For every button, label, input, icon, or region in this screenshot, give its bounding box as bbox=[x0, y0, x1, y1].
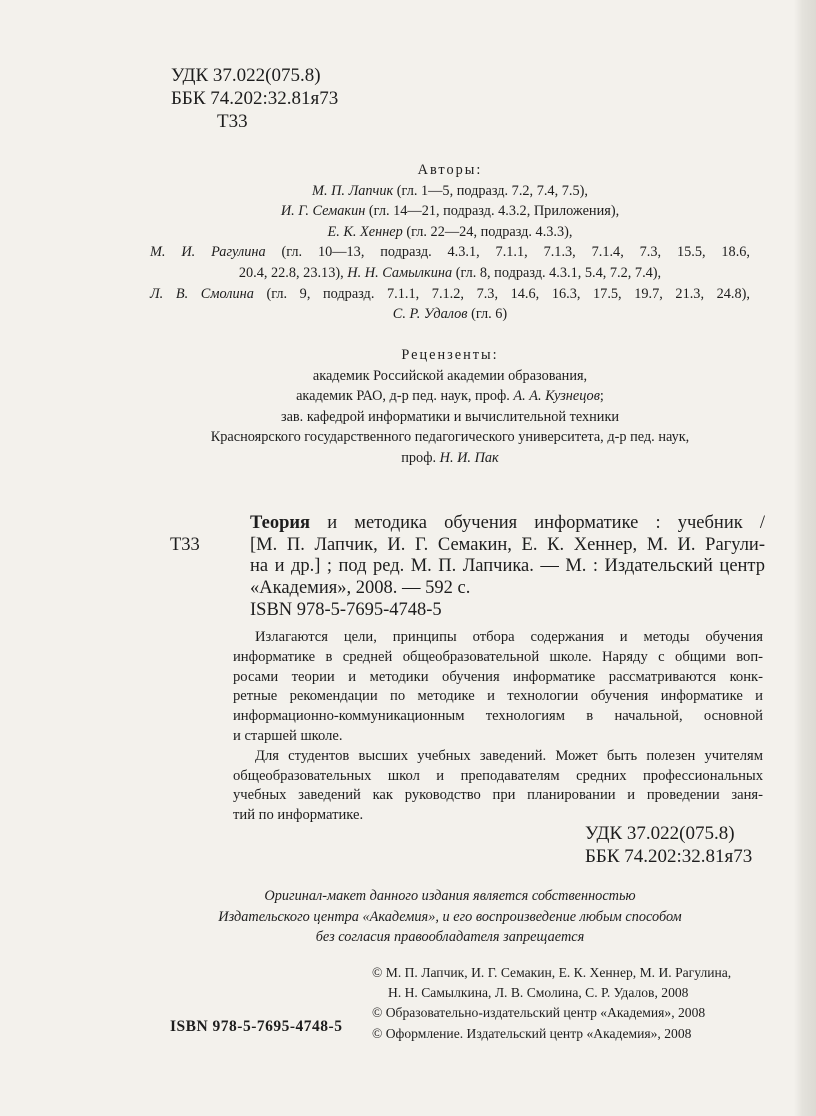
copyright-line: © Образовательно-издательский центр «Академия», 2008 bbox=[372, 1005, 706, 1021]
author-chapters: (гл. 1—5, подразд. 7.2, 7.4, 7.5), bbox=[393, 182, 588, 199]
bbk-code: ББК 74.202:32.81я73 bbox=[171, 88, 339, 109]
catalog-entry bbox=[250, 513, 765, 599]
bbk-code: ББК 74.202:32.81я73 bbox=[585, 846, 753, 867]
author-name: Л. В. Смолина bbox=[150, 285, 254, 302]
author-chapters: 20.4, 22.8, 23.13), bbox=[238, 264, 348, 281]
annotation-line: и старшей школе. bbox=[233, 727, 343, 744]
reviewer-name: Н. И. Пак bbox=[439, 449, 499, 466]
annotation-line: Излагаются цели, принципы отбора содержания и методы обучения bbox=[255, 629, 763, 645]
catalog-isbn: ISBN 978-5-7695-4748-5 bbox=[250, 600, 442, 620]
author-chapters: (гл. 8, подразд. 4.3.1, 5.4, 7.2, 7.4), bbox=[452, 264, 662, 281]
author-name: М. П. Лапчик bbox=[312, 182, 394, 199]
notice-line: без согласия правообладателя запрещается bbox=[315, 929, 585, 946]
annotation-line: информатике в средней общеобразовательной школе. Наряду с общими воп- bbox=[233, 648, 763, 665]
author-chapters: (гл. 9, подразд. 7.1.1, 7.1.2, 7.3, 14.6, 16.3, 17.5, 19.7, 21.3, 24.8), bbox=[253, 285, 750, 302]
copyright-line: © Оформление. Издательский центр «Академия», 2008 bbox=[372, 1025, 692, 1041]
reviewer-punct: ; bbox=[599, 388, 604, 405]
authors-block bbox=[150, 160, 750, 325]
annotation-line: тий по информатике. bbox=[233, 807, 364, 824]
bottom-classification bbox=[585, 822, 752, 868]
catalog-line: «Академия», 2008. — 592 с. bbox=[250, 577, 471, 598]
authors-heading: Авторы: bbox=[417, 162, 483, 178]
author-name: М. И. Рагулина bbox=[150, 244, 266, 261]
notice-line: Оригинал-макет данного издания является собственностью bbox=[264, 888, 636, 904]
reviewer-line bbox=[150, 386, 750, 407]
reviewer-line: академик Российской академии образования, bbox=[312, 367, 588, 384]
author-line bbox=[150, 201, 750, 222]
author-line bbox=[150, 304, 750, 325]
annotation-line: информационно-коммуникационным технологиям в начальной, основной bbox=[233, 708, 763, 725]
author-name: Е. К. Хеннер bbox=[327, 223, 403, 240]
annotation-line: общеобразовательных школ и преподавателям средних профессиональных bbox=[233, 767, 763, 784]
original-layout-notice bbox=[150, 886, 750, 948]
annotation-line: ретные рекомендации по методике и технологии обучения информатике и bbox=[233, 688, 763, 705]
author-line bbox=[150, 284, 750, 305]
isbn-bottom: ISBN 978-5-7695-4748-5 bbox=[170, 1018, 343, 1035]
page-edge-shadow bbox=[794, 0, 816, 1116]
reviewer-title: академик РАО, д-р пед. наук, проф. bbox=[296, 388, 514, 405]
catalog-title-rest: и методика обучения информатике : учебник / bbox=[310, 513, 765, 533]
author-line bbox=[150, 242, 750, 263]
author-line bbox=[150, 181, 750, 202]
udk-code: УДК 37.022(075.8) bbox=[171, 65, 321, 86]
reviewer-line bbox=[150, 448, 750, 469]
annotation-line: Для студентов высших учебных заведений. Может быть полезен учителям bbox=[255, 747, 763, 764]
annotation bbox=[233, 628, 763, 826]
notice-line: Издательского центра «Академия», и его воспроизведение любым способом bbox=[218, 908, 682, 925]
author-chapters: (гл. 22—24, подразд. 4.3.3), bbox=[402, 223, 573, 240]
catalog-line: [М. П. Лапчик, И. Г. Семакин, Е. К. Хеннер, М. И. Рагули- bbox=[250, 534, 765, 555]
annotation-line: росами теории и методики обучения информатике рассматриваются конк- bbox=[233, 668, 763, 685]
reviewer-line: Красноярского государственного педагогического университета, д-р пед. наук, bbox=[210, 429, 690, 446]
reviewers-block bbox=[150, 345, 750, 469]
author-line bbox=[150, 222, 750, 243]
author-chapters: (гл. 10—13, подразд. 4.3.1, 7.1.1, 7.1.3, 7.1.4, 7.3, 15.5, 18.6, bbox=[265, 244, 750, 261]
catalog-line bbox=[250, 513, 765, 535]
reviewers-heading: Рецензенты: bbox=[401, 347, 499, 363]
catalog-line: на и др.] ; под ред. М. П. Лапчика. — М. : Издательский центр bbox=[250, 556, 765, 576]
reviewer-name: А. А. Кузнецов bbox=[513, 388, 600, 405]
copyright-block bbox=[372, 963, 731, 1044]
author-line bbox=[150, 263, 750, 284]
udk-code: УДК 37.022(075.8) bbox=[585, 823, 735, 844]
annotation-line: учебных заведений как руководство при планировании и проведении заня- bbox=[233, 787, 763, 804]
author-mark: Т33 bbox=[217, 111, 248, 132]
top-classification bbox=[171, 64, 338, 133]
catalog-author-mark: Т33 bbox=[170, 535, 200, 555]
author-name: И. Г. Семакин bbox=[280, 203, 366, 220]
book-title: Теория bbox=[250, 513, 311, 533]
copyright-line: Н. Н. Самылкина, Л. В. Смолина, С. Р. Удалов, 2008 bbox=[388, 985, 689, 1001]
reviewer-title: проф. bbox=[401, 449, 440, 466]
author-name: С. Р. Удалов bbox=[392, 306, 468, 323]
copyright-line: © М. П. Лапчик, И. Г. Семакин, Е. К. Хеннер, М. И. Рагулина, bbox=[372, 965, 732, 980]
author-chapters: (гл. 6) bbox=[467, 306, 508, 323]
author-chapters: (гл. 14—21, подразд. 4.3.2, Приложения), bbox=[365, 203, 620, 220]
author-name: Н. Н. Самылкина bbox=[347, 264, 453, 281]
reviewer-line: зав. кафедрой информатики и вычислительной техники bbox=[280, 408, 620, 425]
